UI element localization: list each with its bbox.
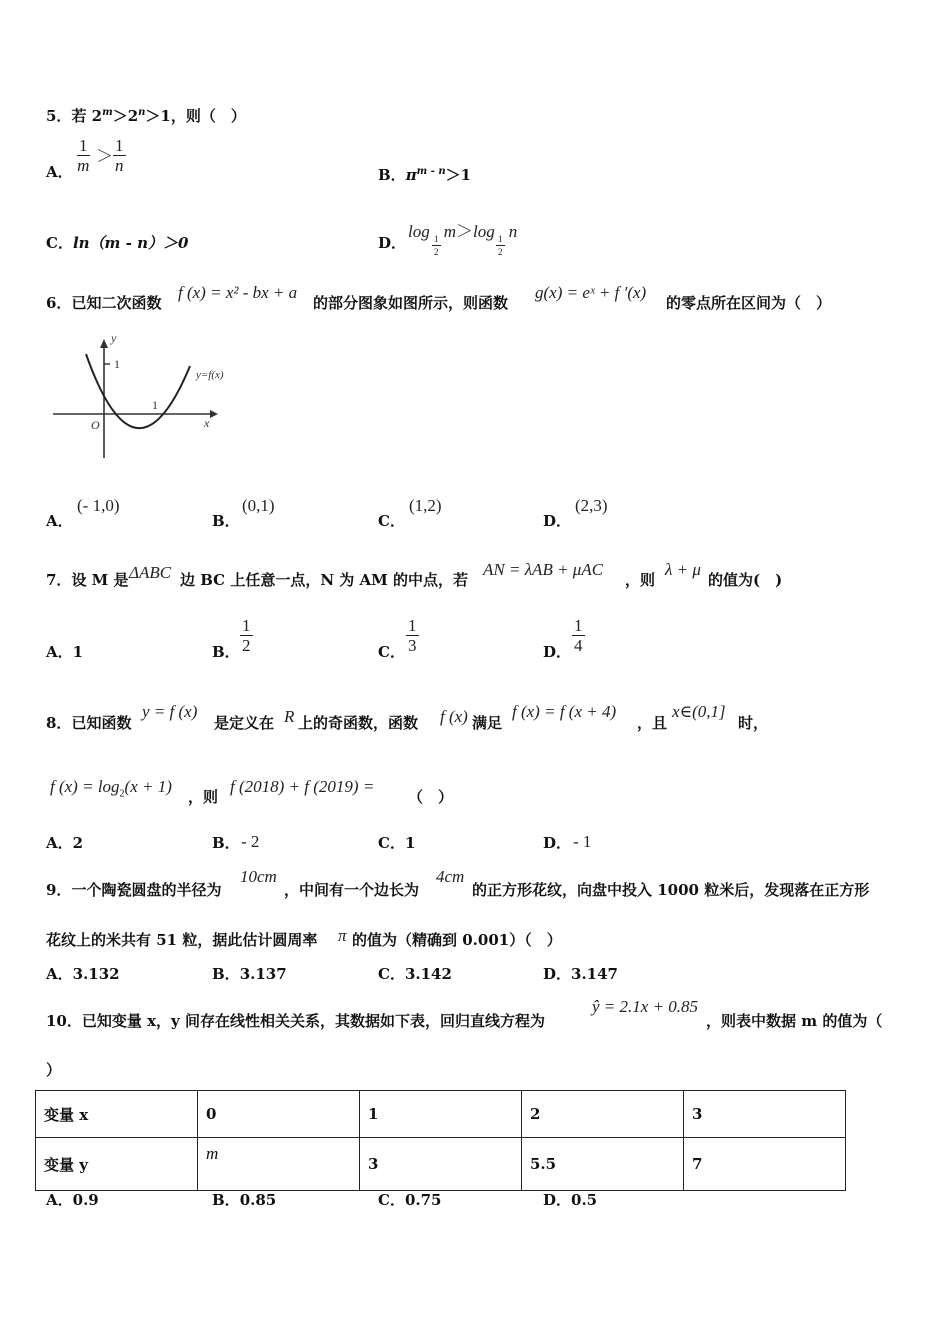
q7-option-d-frac: $\frac{1}{4}$ <box>574 616 583 655</box>
q5-option-b: B．$\pi^{m - n}>1$ <box>378 166 472 184</box>
q8-option-a: A．2 <box>46 834 84 852</box>
q6-number: 6．已知二次函数 <box>46 294 162 312</box>
q5-option-d-base2: $\frac{1}{2}$ <box>498 234 503 257</box>
q8-then: ，则 <box>188 788 219 806</box>
q8-calc: f (2018) + f (2019) = <box>230 777 375 796</box>
q10-option-c: C．0.75 <box>378 1191 442 1209</box>
q8-definition: f $(x) = \log_2(x + 1)$ <box>50 777 172 800</box>
q7-stem-a: 7．设 M 是 <box>46 571 129 589</box>
q6-option-b-value: (0,1) <box>242 496 275 515</box>
q8-stem-d: 满足 <box>472 714 503 732</box>
q7-option-c-label: C． <box>378 643 405 661</box>
table-cell: 2 <box>522 1091 684 1138</box>
q6-function-f: f (x) = x² - bx + a <box>178 283 298 302</box>
table-cell: 5.5 <box>522 1138 684 1191</box>
table-cell: 3 <box>684 1091 846 1138</box>
table-cell: 7 <box>684 1138 846 1191</box>
q8-stem-f: 时， <box>738 714 769 732</box>
x-axis-label: x <box>204 416 210 430</box>
q7-option-b-label: B． <box>212 643 240 661</box>
q9-line2-b: 的值为（精确到 0.001）（ ） <box>352 931 562 949</box>
q5-option-a-relation: ＞ <box>96 147 113 166</box>
q10-option-d: D．0.5 <box>543 1191 598 1209</box>
q10-stem-close: ） <box>46 1061 62 1079</box>
q10-stem-a: 10．已知变量 x，y 间存在线性相关关系，其数据如下表，回归直线方程为 <box>46 1012 545 1030</box>
table-cell: 1 <box>360 1091 522 1138</box>
q9-radius: 10cm <box>240 867 277 886</box>
q8-function: y = f (x) <box>142 702 198 721</box>
q7-sum: λ + μ <box>665 560 701 579</box>
q5-option-d-label: D． <box>378 234 407 252</box>
q7-stem-d: 的值为( ) <box>708 571 783 589</box>
q8-option-b-value: - 2 <box>241 832 260 851</box>
q8-fx: f (x) <box>440 707 468 726</box>
q6-stem-b: 的部分图象如图所示，则函数 <box>313 294 509 312</box>
origin-label: O <box>91 418 100 432</box>
q6-option-c-label: C． <box>378 512 405 530</box>
q7-option-c-frac: $\frac{1}{3}$ <box>408 616 417 655</box>
q7-option-a: A．1 <box>46 643 84 661</box>
q9-stem-c: 的正方形花纹，向盘中投入 1000 粒米后，发现落在正方形 <box>472 881 870 899</box>
q10-option-b: B．0.85 <box>212 1191 277 1209</box>
q8-option-d-value: - 1 <box>573 832 592 851</box>
q5-option-d-expr: log m＞log n <box>408 222 518 241</box>
q8-interval: x∈(0,1] <box>672 702 726 721</box>
q7-stem-b: 边 BC 上任意一点，N 为 AM 的中点，若 <box>180 571 468 589</box>
q6-option-b-label: B． <box>212 512 240 530</box>
q5-option-a-frac1: $\frac{1}{m}$ <box>77 136 90 175</box>
q7-stem-c: ，则 <box>625 571 656 589</box>
y-axis-label: y <box>111 336 117 345</box>
q6-stem-c: 的零点所在区间为（ ） <box>666 294 832 312</box>
table-row-y <box>36 1138 846 1191</box>
q8-condition: f (x) = f (x + 4) <box>512 702 617 721</box>
q8-option-c: C．1 <box>378 834 416 852</box>
q9-stem-a: 9．一个陶瓷圆盘的半径为 <box>46 881 222 899</box>
q8-option-b-label: B． <box>212 834 240 852</box>
q8-option-d-label: D． <box>543 834 572 852</box>
q6-option-d-value: (2,3) <box>575 496 608 515</box>
y-axis-arrow-icon <box>100 339 108 348</box>
table-cell-m: m <box>198 1138 360 1191</box>
q8-stem-c: 上的奇函数，函数 <box>298 714 419 732</box>
q7-option-b-frac: $\frac{1}{2}$ <box>242 616 251 655</box>
q5-option-a-label: A． <box>46 163 73 181</box>
q9-pi: π <box>338 926 347 945</box>
q6-option-a-label: A． <box>46 512 73 530</box>
q5-stem: 5．若 $2^m>2^n>1$，则（ ） <box>46 107 246 125</box>
q9-option-d: D．3.147 <box>543 965 618 983</box>
q8-stem-b: 是定义在 <box>214 714 275 732</box>
x-axis-arrow-icon <box>210 410 218 418</box>
table-cell: 变量 x <box>36 1091 198 1138</box>
curve-label: y=f(x) <box>196 369 224 381</box>
q6-option-d-label: D． <box>543 512 572 530</box>
q6-graph <box>48 336 240 462</box>
q9-option-c: C．3.142 <box>378 965 452 983</box>
q5-option-a-frac2: $\frac{1}{n}$ <box>115 136 124 175</box>
q9-option-a: A．3.132 <box>46 965 120 983</box>
q9-side: 4cm <box>436 867 465 886</box>
q6-option-c-value: (1,2) <box>409 496 442 515</box>
q7-vector-expr: AN = λAB + μAC <box>483 560 604 579</box>
parabola-curve <box>86 354 190 428</box>
q8-stem-a: 8．已知函数 <box>46 714 132 732</box>
q6-function-g: g(x) = eˣ + f ′(x) <box>535 283 647 302</box>
table-cell: 3 <box>360 1138 522 1191</box>
y-tick-label: 1 <box>114 357 120 371</box>
q9-stem-b: ，中间有一个边长为 <box>284 881 420 899</box>
q6-option-a-value: (- 1,0) <box>77 496 120 515</box>
q7-triangle: ΔABC <box>129 563 172 582</box>
q8-paren: （ ） <box>408 788 454 806</box>
table-row-x <box>36 1091 846 1138</box>
q9-option-b: B．3.137 <box>212 965 287 983</box>
q7-option-d-label: D． <box>543 643 572 661</box>
q5-option-d-base1: $\frac{1}{2}$ <box>434 234 439 257</box>
table-cell: 0 <box>198 1091 360 1138</box>
q10-stem-b: ，则表中数据 m 的值为（ <box>706 1012 883 1030</box>
q10-regression-eq: ŷ = 2.1x + 0.85 <box>592 997 699 1016</box>
q5-option-c: C．ln（m - n）＞0 <box>46 234 189 252</box>
q8-R: R <box>284 707 295 726</box>
x-tick-label: 1 <box>152 398 158 412</box>
table-cell: 变量 y <box>36 1138 198 1191</box>
q8-stem-e: ，且 <box>637 714 668 732</box>
q10-option-a: A．0.9 <box>46 1191 99 1209</box>
q10-data-table <box>35 1090 846 1191</box>
q9-line2-a: 花纹上的米共有 51 粒，据此估计圆周率 <box>46 931 318 949</box>
